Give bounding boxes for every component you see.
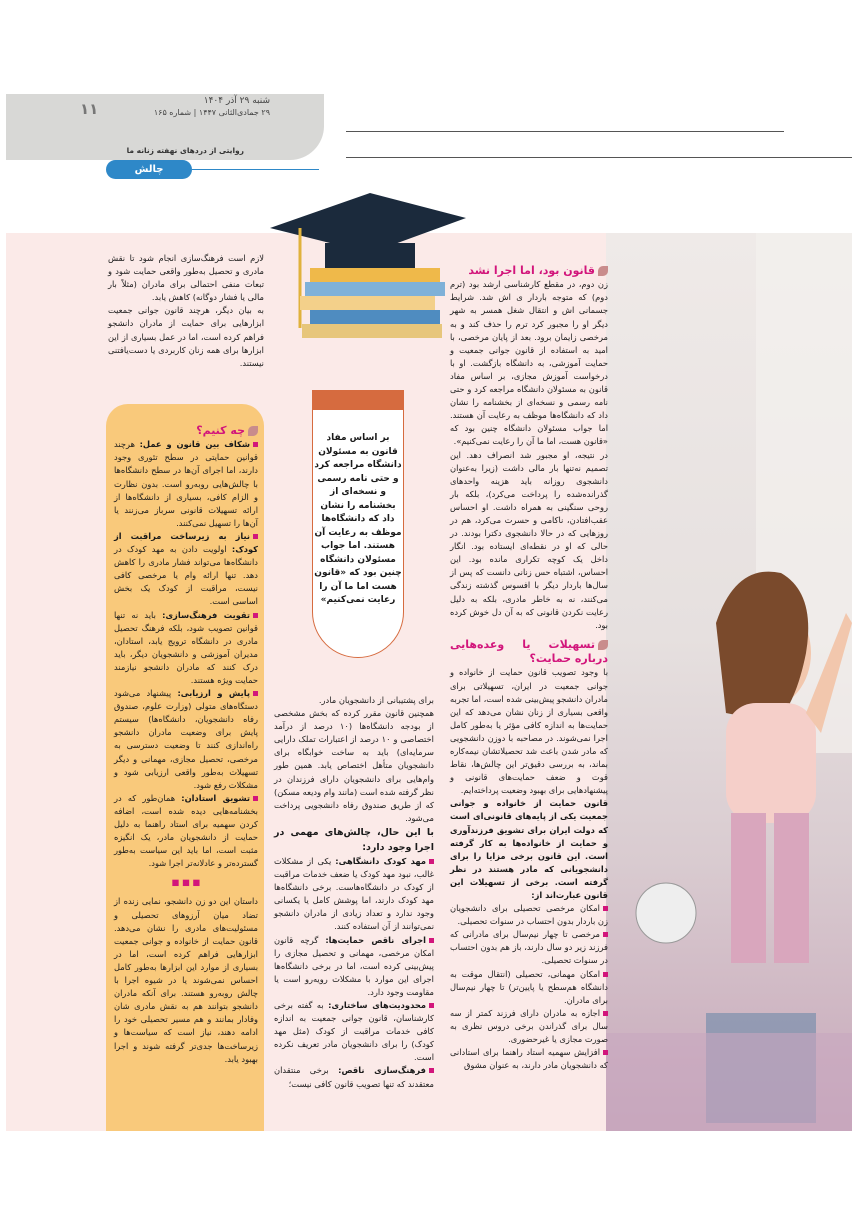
article-column-left — [114, 424, 258, 1066]
list-item: گرچه قانون امکان مرخصی، مهمانی و تحصیل مجازی را پیش‌بینی کرده است، اما در برخی دانشگاه‌ها اجرای این موارد با مشکلات رویه‌رو است یا مقاومت وجود دارد. — [274, 934, 434, 997]
list-item: همان‌طور که در بخشنامه‌هایی دیده شده است، اضافه کردن سهمیه برای استاد راهنما به دلیل حمایت از دانشجویان مادر، یک انگیزه مثبت است، اما باید این سیاست به‌طور گسترده‌تر و عادلانه‌تر اجرا شود. — [114, 792, 258, 869]
paragraph: در نتیجه، او مجبور شد انصراف دهد. این تصمیم نه‌تنها بار مالی داشت (زیرا به‌عنوان دانشجوی روزانه باید هزینه واحدهای گذرانده‌شده را پرداخت می‌کرد)، بلکه بار روحی سنگینی به همراه داشت. او احساس عقب‌افتادن، ناکامی و حسرت می‌کرد، هم در روزهایی که در حالا دانشجوی دکترا بودند. در حالی که او در نقطه‌ای ایستاده بود. انگار داخل یک کوچه تکراری مانده بود. این احساس، اشتباه حس زنانی دانست که پس از سال‌ها باردار دیگر با افسوس گذشته زندگی می‌کنند، نه به خاطر مادری، بلکه به دلیل رعایت نکردن قانونی که به آن دل خوش کرده بود. — [450, 449, 608, 630]
section-label: چالش — [106, 160, 192, 179]
item-title: تقویت فرهنگ‌سازی: — [162, 609, 250, 620]
list-item: یکی از مشکلات غالب، نبود مهد کودک یا ضعف خدمات مراقبت از کودک در دانشگاه‌هاست. برخی دانشگاه‌ها مهد کودک دارند، اما پوشش کامل یا یکسانی وجود ندارد و تعداد زیادی از مادران دانشجو نمی‌توانند از آن استفاده کنند. — [274, 855, 434, 932]
header-rule-top — [346, 131, 784, 132]
list-item: باید نه تنها قوانین تصویب شود، بلکه فرهنگ تحصیل مادری در دانشگاه ترویج یابد، استادان، مدیران آموزشی و دانشجویان دیگر، باید درک کنند که مادران دانشجو نیازمند حمایت ویژه هستند. — [114, 609, 258, 685]
heading-challenges: با این حال، چالش‌های مهمی در اجرا وجود دارد: — [274, 826, 434, 853]
bullet-icon — [429, 1003, 434, 1008]
section-tagline: روایتی از دردهای نهفته زنانه ما — [126, 146, 244, 155]
separator-stars: ■ ■ ■ — [171, 877, 201, 888]
leaf-icon — [598, 266, 608, 276]
paragraph: همچنین قانون مقرر کرده که بخش مشخصی از بودجه دانشگاه‌ها (۱۰ درصد از درآمد اختصاصی و ۱۰ درصد از اعتبارات تملک دارایی سرمایه‌ای) باید به ساخت خوابگاه برای دانشجویان متأهل اختصاص یابد. همین طور وام‌هایی برای دانشجویان دارای فرزندان در نظر گرفته شده است (مانند وام ودیعه مسکن) که از طریق صندوق رفاه دانشجویی پرداخت می‌شود. — [274, 708, 434, 823]
bullet-icon — [429, 859, 434, 864]
item-title: مهد کودک دانشگاهی: — [335, 855, 426, 866]
list-item: برخی منتقدان معتقدند که تنها تصویب قانون کافی نیست؛ — [274, 1065, 434, 1089]
bullet-icon — [603, 1011, 608, 1016]
item-title: نیاز به زیرساخت مراقبت از کودک: — [114, 530, 259, 555]
bullet-icon — [429, 938, 434, 943]
list-item: به گفته برخی کارشناسان، قانون جوانی جمعیت به اندازه کافی خدمات مراقبت از کودک (مثل مهد کودک) را برای دانشجویان مادر تعریف نکرده است. — [274, 999, 434, 1063]
list-item: مرخصی تا چهار نیم‌سال برای مادرانی که فرزند زیر دو سال دارند، باز هم بدون احتساب در سنوات تحصیلی. — [450, 929, 608, 966]
bullet-icon — [603, 932, 608, 937]
bullet-icon — [253, 613, 258, 618]
issue-number: ۲۹ جمادی‌الثانی ۱۴۴۷ | شماره ۱۶۵ — [153, 108, 270, 117]
pull-quote-tab — [312, 390, 404, 410]
bullet-icon — [603, 972, 608, 977]
item-title: اجرای ناقص حمایت‌ها: — [325, 934, 426, 945]
paragraph: قانون حمایت از خانواده و جوانی جمعیت یکی از پایه‌های قانونی‌ای است که دولت ایران برای تشویق فرزندآوری و حمایت از خانواده‌ها به کار گرفته است. این قانون برخی مزایا را برای دانشجویانی که مادر هستند در نظر گرفته است. برخی از تسهیلات این قانون عبارت‌اند از: — [450, 798, 608, 901]
girl-photo — [606, 233, 852, 1131]
paragraph: با وجود تصویب قانون حمایت از خانواده و جوانی جمعیت در ایران، تسهیلاتی برای مادران دانشجو پیش‌بینی شده است، اما تجربه واقعی بسیاری از زنان نشان می‌دهد که این حمایت‌ها به اندازه کافی مؤثر یا به‌طور کامل اجرا نمی‌شوند. در مصاحبه با دوزن دانشجویی که مادر شدن باعث شد تحصیلاتشان نیمه‌کاره بماند، به بررسی دقیق‌تر این چالش‌ها، نقاط قوت و ضعف حمایت‌های قانونی و پیشنهادهایی برای بهبود وضعیت پرداخته‌ایم. — [450, 667, 608, 796]
paragraph: لازم است فرهنگ‌سازی انجام شود تا نقش مادری و تحصیل به‌طور واقعی حمایت شود و تبعات منفی احتمالی برای مادران (مثلاً بار مالی یا فشار دوگانه) کاهش یابد. — [108, 253, 264, 303]
issue-date: شنبه ۲۹ آذر ۱۴۰۴ — [203, 96, 270, 106]
item-title: محدودیت‌های ساختاری: — [328, 999, 426, 1010]
list-item: هرچند قوانین حمایتی در سطح تئوری وجود دارند، اما اجرای آن‌ها در سطح دانشگاه‌ها با چالش‌هایی روبه‌رو است. بدون نظارت و الزام کافی، بسیاری از دانشگاه‌ها از ارائه تسهیلات قانونی سرباز می‌زنند یا آن‌ها را تسهیل نمی‌کنند. — [114, 439, 258, 528]
section-underline — [192, 169, 319, 170]
item-title: شکاف بین قانون و عمل: — [139, 439, 250, 450]
paragraph: زن دوم، در مقطع کارشناسی ارشد بود (ترم دوم) که متوجه باردار ی اش شد. شرایط جسمانی اش و انتقال شغل همسر به شهر دیگر او را مجبور کرد ترم را حذف کند و به مرخصی زایمان برود. بعد از پایان مرخصی، با امید به استفاده از قانون جوانی جمعیت و حمایت آموزشی، به دانشگاه بازگشت. او با درخواست آموزش مجازی، بر اساس مفاد قانون به مسئولان دانشگاه مراجعه کرد و حتی نامه رسمی و نسخه‌ای از بخشنامه را نشان داد که دانشگاه‌ها موظف به رعایت آن هستند. اما جواب مسئولان دانشگاه چنین بود که «قانون هست، اما ما آن را رعایت نمی‌کنیم». — [450, 279, 608, 447]
article-column-middle — [274, 694, 434, 1091]
paragraph: داستان این دو زن دانشجو، نمایی زنده از تضاد میان آرزوهای تحصیلی و مسئولیت‌های مادری را نشان می‌دهد. قانون حمایت از خانواده و جوانی جمعیت ابزارهایی فراهم کرده است، اما در بسیاری از موارد این ابزارها به‌طور کامل احساس نمی‌شوند یا در شیوه اجرا با چالش روبه‌رو هستند. برای آنکه مادران دانشجو بتوانند هم به نقش مادری شان وفادار بمانند و هم مسیر تحصیلی خود را ادامه دهند، نیاز است که سیاست‌ها و زیرساخت‌ها جدی‌تر گرفته شوند و اجرا بهبود یابد. — [114, 896, 258, 1064]
pull-quote-text: بر اساس مفاد قانون به مسئولان دانشگاه مراجعه کرد و حتی نامه رسمی و نسخه‌ای از بخشنامه را نشان داد که دانشگاه‌ها موظف به رعایت آن هستند. اما جواب مسئولان دانشگاه چنین بود که «قانون هست اما ما آن را رعایت نمی‌کنیم» — [314, 433, 402, 605]
photo-illustration — [606, 233, 852, 1131]
list-item: افزایش سهمیه استاد راهنما برای استادانی که دانشجویان مادر دارند، به عنوان مشوق — [450, 1047, 608, 1071]
heading-law-not-enforced: قانون بود، اما اجرا نشد — [468, 264, 595, 277]
bullet-icon — [253, 442, 258, 447]
graduation-cap-books-illustration — [270, 188, 470, 348]
leaf-icon — [598, 640, 608, 650]
bullet-icon — [253, 534, 258, 539]
paragraph: برای پشتیبانی از دانشجویان مادر. — [318, 695, 434, 705]
bullet-icon — [603, 906, 608, 911]
paragraph: به بیان دیگر، هرچند قانون جوانی جمعیت ابزارهایی برای حمایت از مادران دانشجو فراهم کرده است، اما در عمل بسیاری از این ابزارها برای همه زنان کاربردی یا دست‌یافتنی نیستند. — [108, 305, 264, 368]
item-title: پایش و ارزیابی: — [177, 688, 250, 699]
bullet-icon — [253, 691, 258, 696]
article-column-right — [450, 264, 608, 1072]
leaf-icon — [248, 426, 258, 436]
heading-facilities: تسهیلات یا وعده‌هایی درباره حمایت؟ — [450, 637, 608, 666]
item-title: تشویق استادان: — [181, 792, 251, 803]
list-item: امکان مرخصی تحصیلی برای دانشجویان زن باردار بدون احتساب در سنوات تحصیلی. — [450, 903, 608, 927]
bullet-icon — [603, 1050, 608, 1055]
bullet-icon — [429, 1068, 434, 1073]
header-rule-bottom — [346, 157, 852, 158]
list-item: اولویت دادن به مهد کودک در دانشگاه‌ها می‌تواند فشار مادری را کاهش دهد. تنها ارائه وام یا مرخصی کافی نیست، مراقبت از کودک یک بخش اساسی است. — [114, 544, 258, 607]
heading-what-to-do: چه کنیم؟ — [196, 424, 245, 437]
article-column-left-top — [108, 252, 264, 370]
list-item: پیشنهاد می‌شود دستگاه‌های متولی (وزارت علوم، صندوق رفاه دانشجویان، دانشگاه‌ها) سیستم پایش برای وضعیت مادران دانشجو راه‌اندازی کنند تا وضعیت دسترسی به مرخصی، تحصیل مجازی، مهمانی و دیگر تسهیلات به‌طور واقعی ارزیابی شود و مشکلات رفع شود. — [114, 688, 258, 790]
list-item: امکان مهمانی، تحصیلی (انتقال موقت به دانشگاه هم‌سطح یا پایین‌تر) تا چهار نیم‌سال برای مادران. — [450, 968, 608, 1005]
bullet-icon — [253, 796, 258, 801]
page-number: ۱۱ — [80, 100, 99, 118]
item-title: فرهنگ‌سازی ناقص: — [338, 1065, 426, 1076]
list-item: اجازه به مادران دارای فرزند کمتر از سه سال برای گذراندن برخی دروس نظری به صورت مجازی یا غیرحضوری. — [450, 1007, 608, 1045]
